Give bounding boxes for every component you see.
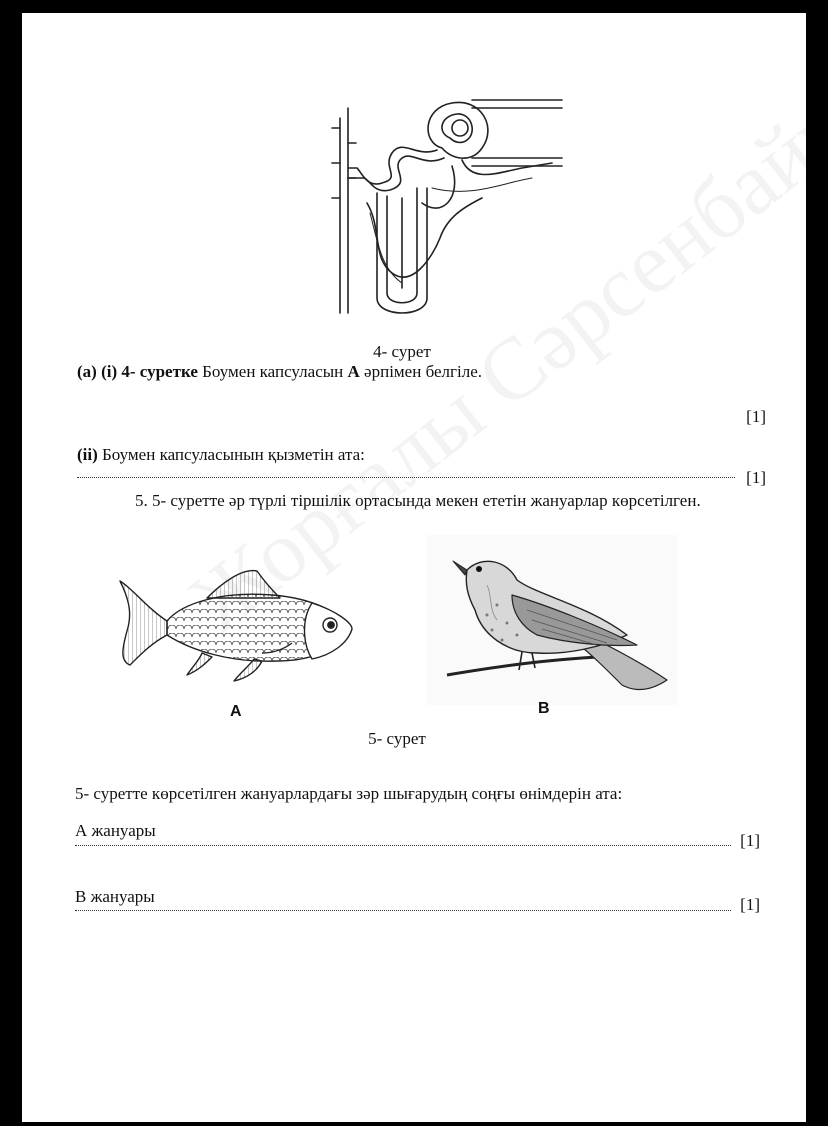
bird-illustration	[427, 535, 677, 705]
question-a-i: (a) (i) 4- суретке Боумен капсуласын A әрпімен белгіле.	[77, 362, 482, 381]
mark-a-ii: [1]	[746, 468, 766, 487]
animal-b-label: В жануары	[75, 887, 155, 906]
label-b: B	[538, 700, 550, 717]
answer-line-animal-a[interactable]	[75, 845, 731, 846]
answer-line-animal-b[interactable]	[75, 910, 731, 911]
question-a-ii: (ii) Боумен капсуласынын қызметін ата:	[77, 445, 365, 464]
nephron-diagram	[322, 88, 552, 328]
figure-5-caption: 5- сурет	[368, 729, 426, 748]
figure-4-caption: 4- сурет	[373, 342, 431, 361]
question-5-prompt: 5- суретте көрсетілген жануарлардағы зәр шығарудың соңғы өнімдерін ата:	[75, 784, 623, 803]
worksheet-page	[22, 13, 806, 1122]
animal-a-label: А жануары	[75, 821, 156, 840]
fish-illustration	[112, 553, 362, 683]
mark-animal-b: [1]	[740, 895, 760, 914]
label-a: A	[230, 703, 242, 720]
answer-line-a-ii[interactable]	[77, 477, 735, 478]
mark-animal-a: [1]	[740, 831, 760, 850]
mark-a-i: [1]	[746, 407, 766, 426]
question-5-heading: 5. 5- суретте әр түрлі тіршілік ортасында мекен ететін жануарлар көрсетілген.	[135, 491, 701, 510]
